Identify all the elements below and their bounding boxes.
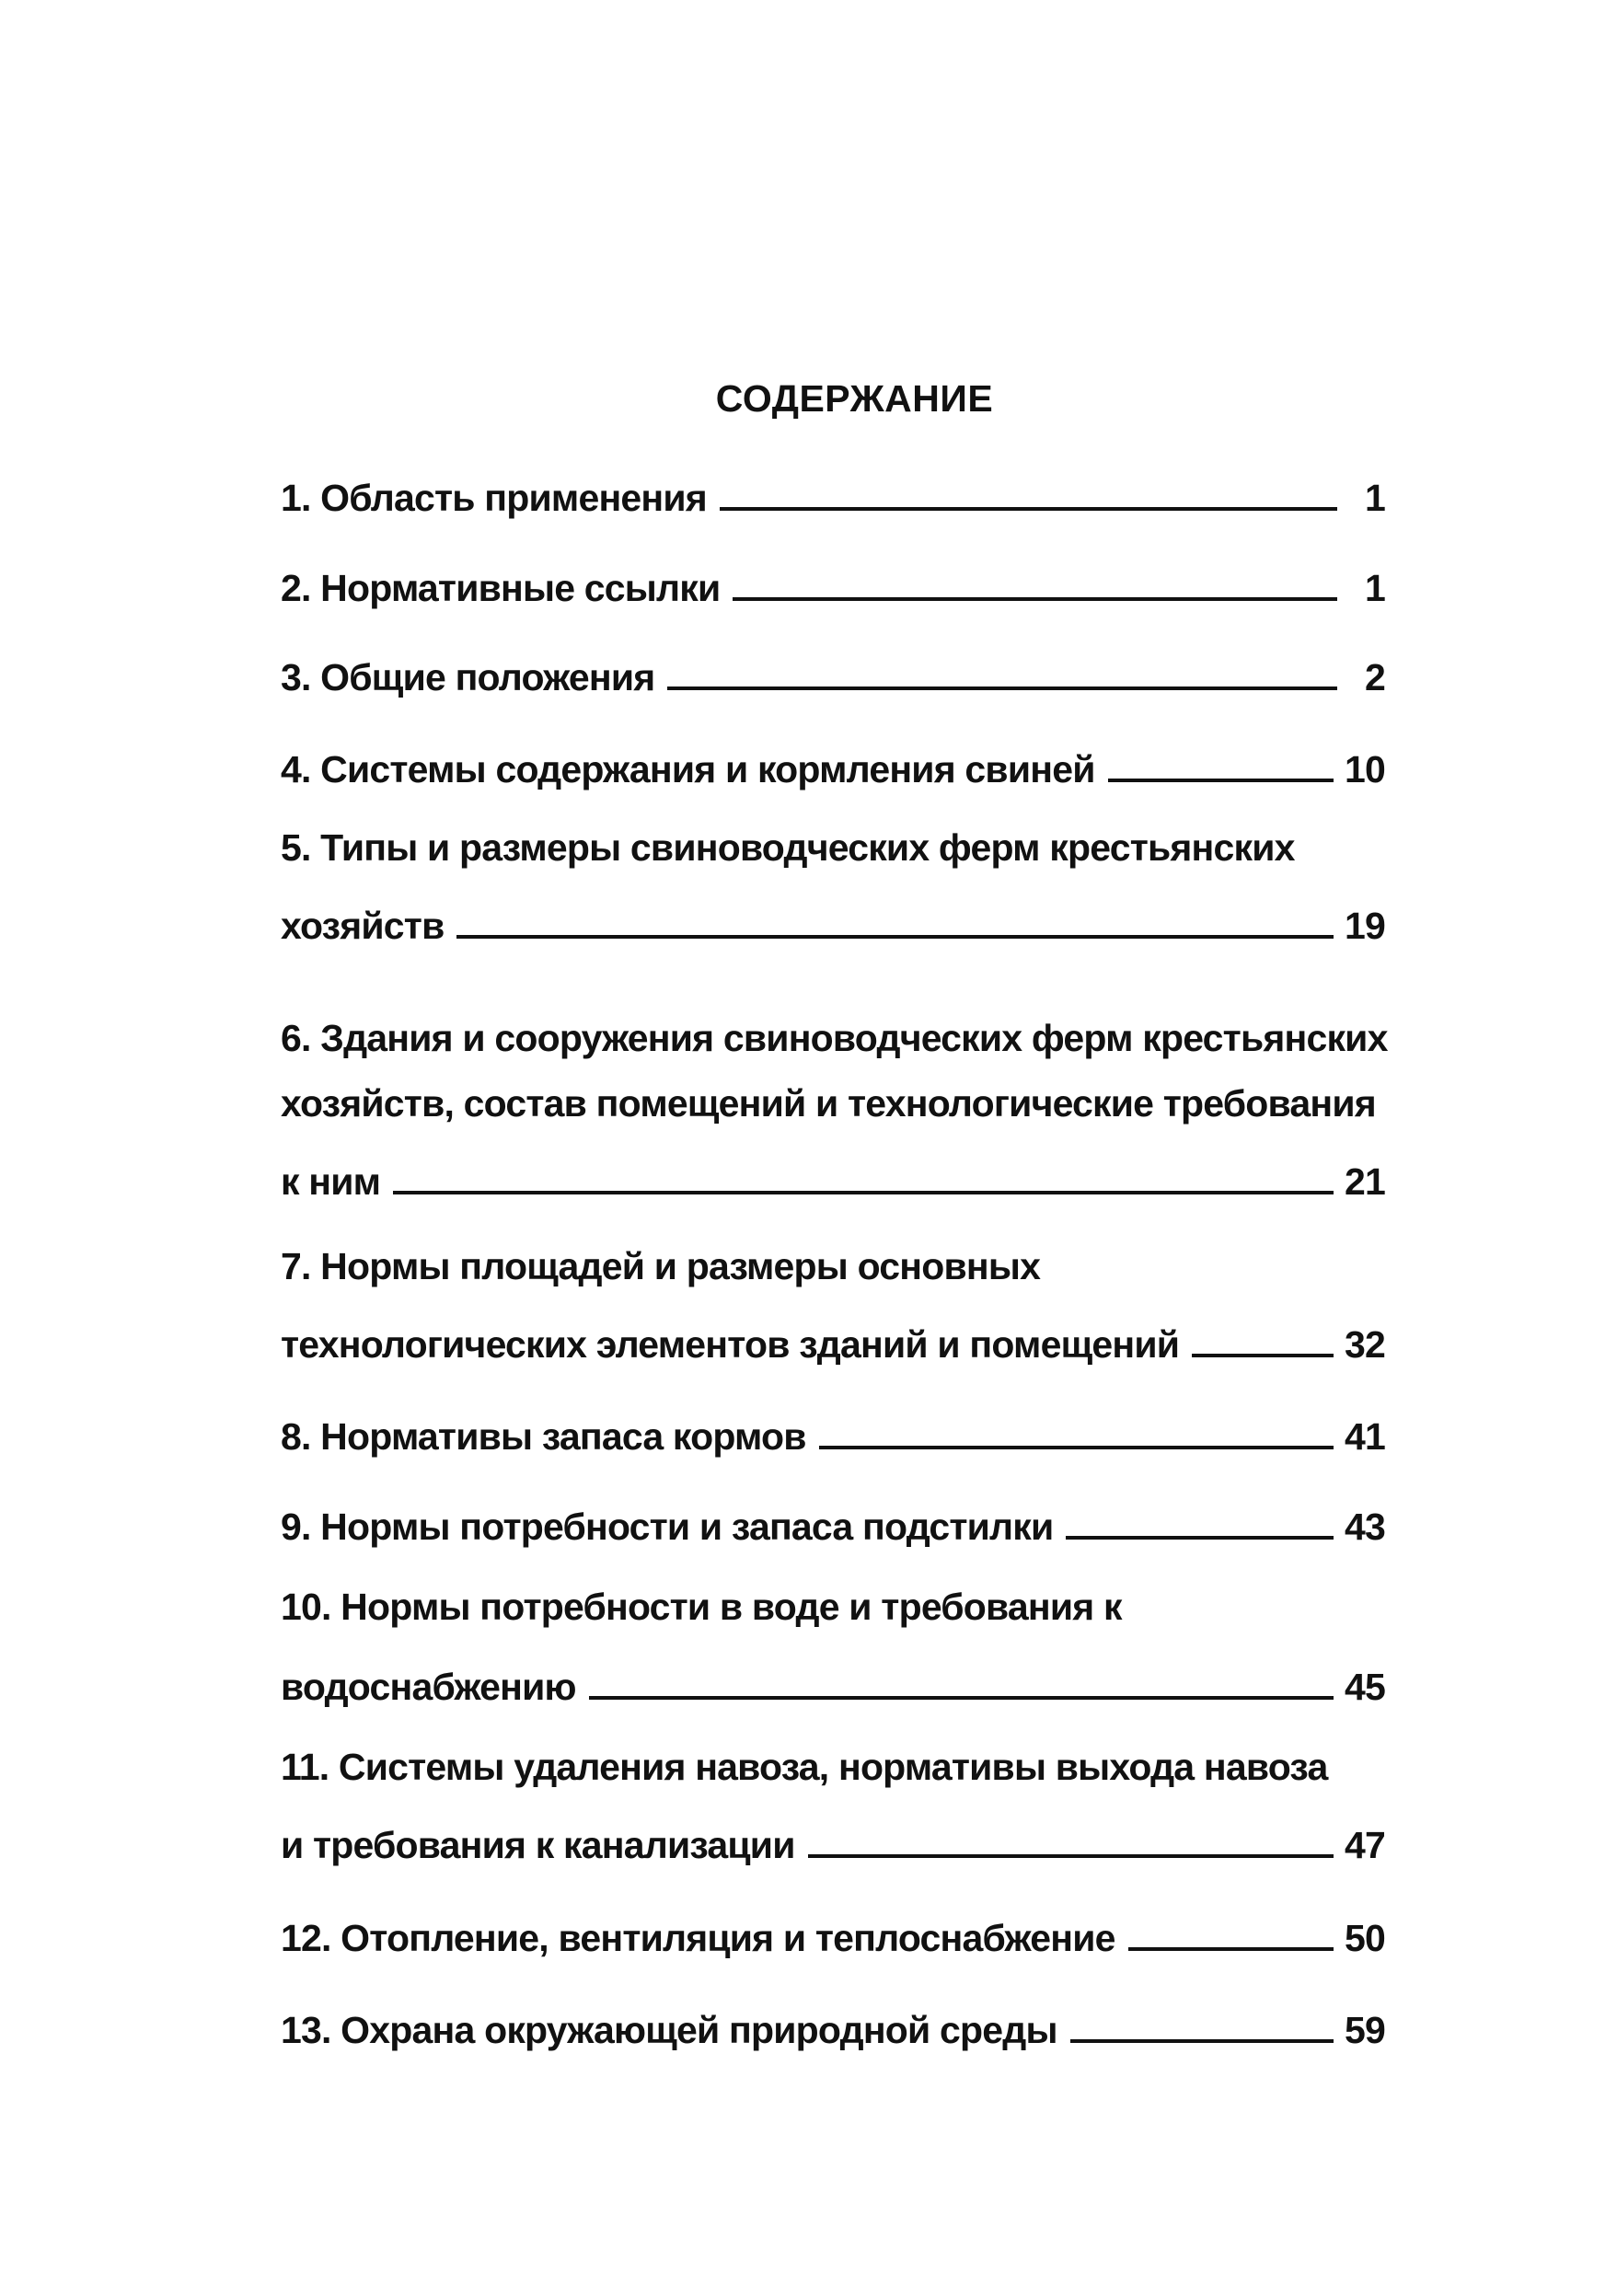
toc-entry-line: [281, 1082, 1385, 1137]
toc-entry-text: 11. Системы удаления навоза, нормативы выхода навоза: [281, 1746, 1328, 1788]
toc-page-number: 32: [1344, 1323, 1385, 1366]
toc-entry-line: [281, 1245, 1385, 1300]
toc-page-number: 41: [1344, 1415, 1385, 1458]
toc-page-number: 45: [1344, 1666, 1385, 1708]
toc-entry-line: [281, 1017, 1388, 1072]
toc-entry-text: 5. Типы и размеры свиноводческих ферм крестьянских: [281, 826, 1295, 869]
toc-entry-final-line: [281, 1997, 1385, 2052]
toc-entry-text: 3. Общие положения: [281, 656, 655, 698]
toc-leader-line: [1192, 1354, 1334, 1357]
toc-entry-line: [281, 1586, 1385, 1641]
toc-entry-text: 2. Нормативные ссылки: [281, 567, 721, 609]
toc-entry-text: 10. Нормы потребности в воде и требования к: [281, 1586, 1122, 1628]
toc-entry-text: технологических элементов зданий и помещений: [281, 1323, 1180, 1366]
toc-entry-text: хозяйств, состав помещений и технологические требования: [281, 1082, 1376, 1125]
toc-entry-final-line: [281, 893, 1385, 948]
toc-page-number: 59: [1344, 2009, 1385, 2051]
toc-page-number: 2: [1364, 656, 1385, 698]
toc-page-number: 19: [1344, 905, 1385, 947]
toc-entry-final-line: [281, 1654, 1385, 1709]
toc-entry-final-line: [281, 1403, 1385, 1459]
toc-leader-line: [720, 507, 1337, 511]
toc-entry-text: 4. Системы содержания и кормления свиней: [281, 748, 1095, 790]
toc-entry-text: 13. Охрана окружающей природной среды: [281, 2009, 1057, 2051]
toc-leader-line: [393, 1191, 1334, 1194]
toc-entry-final-line: [281, 1494, 1385, 1549]
toc-leader-line: [1108, 779, 1334, 782]
toc-entry-text: и требования к канализации: [281, 1824, 795, 1866]
toc-entry-text: 12. Отопление, вентиляция и теплоснабжение: [281, 1917, 1115, 1959]
toc-entry-text: к ним: [281, 1160, 381, 1203]
toc-entry-final-line: [281, 736, 1385, 791]
toc-leader-line: [667, 686, 1337, 690]
toc-entry-final-line: [281, 465, 1385, 520]
toc-entry-text: 9. Нормы потребности и запаса подстилки: [281, 1506, 1054, 1548]
toc-entry-line: [281, 826, 1385, 882]
toc-entry-text: 8. Нормативы запаса кормов: [281, 1415, 806, 1458]
toc-entry-text: водоснабжению: [281, 1666, 576, 1708]
toc-page-number: 47: [1344, 1824, 1385, 1866]
toc-entry-text: 6. Здания и сооружения свиноводческих ферм крестьянских: [281, 1017, 1388, 1059]
toc-entry-final-line: [281, 644, 1385, 699]
toc-entry-final-line: [281, 1812, 1385, 1867]
toc-page-number: 50: [1344, 1917, 1385, 1959]
toc-leader-line: [808, 1854, 1334, 1858]
toc-leader-line: [456, 935, 1334, 939]
toc-entry-text: хозяйств: [281, 905, 445, 947]
toc-leader-line: [733, 597, 1337, 601]
toc-page-number: 1: [1364, 567, 1385, 609]
toc-page-number: 21: [1344, 1160, 1385, 1203]
toc-list: [281, 0, 1388, 2296]
toc-leader-line: [1128, 1947, 1334, 1951]
toc-leader-line: [1070, 2039, 1334, 2043]
toc-entry-final-line: [281, 555, 1385, 610]
toc-page-number: 10: [1344, 748, 1385, 790]
toc-entry-line: [281, 1746, 1385, 1801]
toc-title: СОДЕРЖАНИЕ: [715, 377, 994, 420]
toc-leader-line: [589, 1696, 1334, 1700]
toc-leader-line: [819, 1446, 1334, 1449]
toc-entry-text: 1. Область применения: [281, 477, 707, 519]
toc-entry-final-line: [281, 1905, 1385, 1960]
toc-page-number: 1: [1364, 477, 1385, 519]
toc-entry-final-line: [281, 1311, 1385, 1367]
toc-page-number: 43: [1344, 1506, 1385, 1548]
toc-entry-text: 7. Нормы площадей и размеры основных: [281, 1245, 1041, 1287]
toc-leader-line: [1066, 1536, 1334, 1540]
toc-entry-final-line: [281, 1148, 1385, 1204]
